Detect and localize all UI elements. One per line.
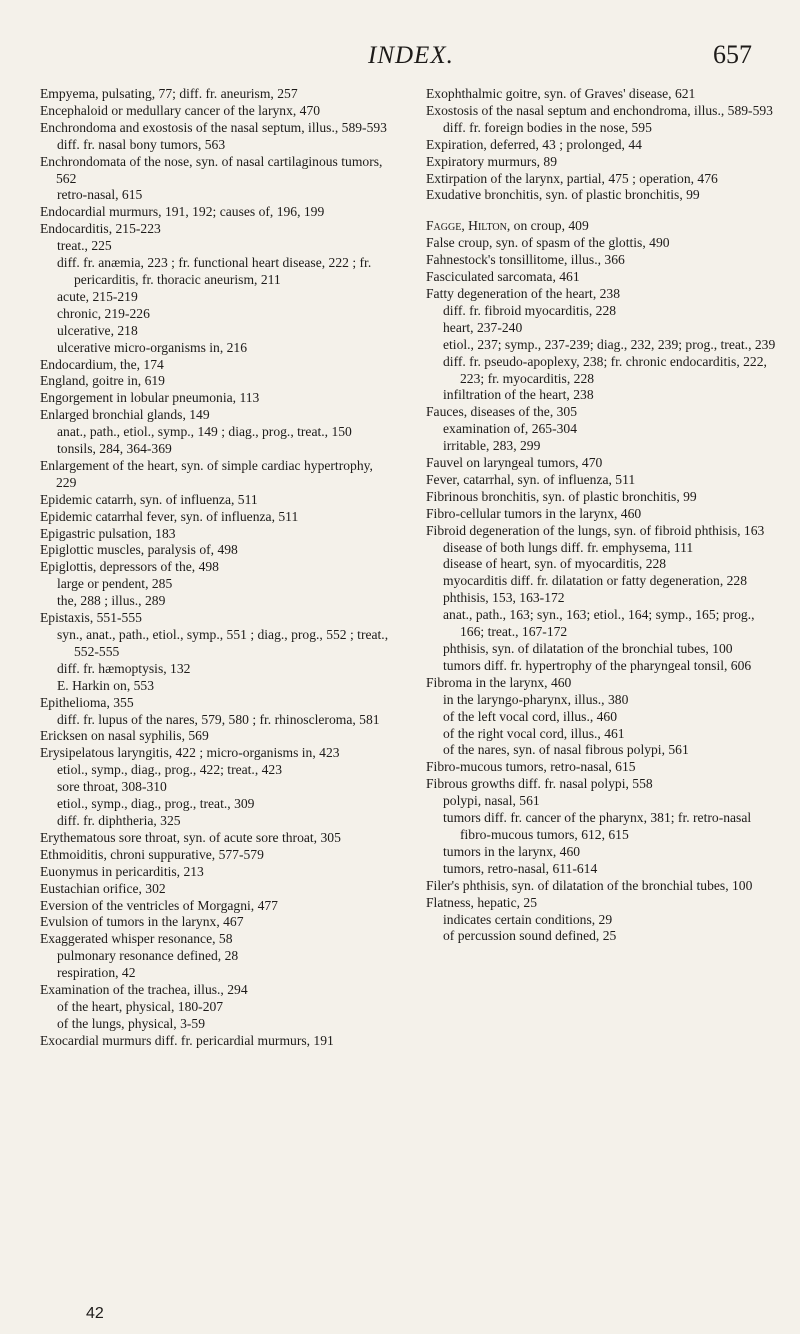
index-entry: Ethmoiditis, chroni suppurative, 577-579 [40,846,264,862]
index-subentry: ulcerative micro-organisms in, 216 [57,339,248,355]
index-entry: Fibroid degeneration of the lungs, syn. of fibroid phthisis, 163 [426,522,765,538]
index-entry: Filer's phthisis, syn. of dilatation of the bronchial tubes, 100 [426,877,753,893]
index-entry: Exophthalmic goitre, syn. of Graves' disease, 621 [426,86,696,101]
index-subentry: disease of heart, syn. of myocarditis, 228 [443,556,667,572]
index-subentry: ulcerative, 218 [57,322,138,338]
index-entry: Epithelioma, 355 [40,694,134,710]
index-subentry: polypi, nasal, 561 [443,793,540,809]
index-entry: Fauvel on laryngeal tumors, 470 [426,455,603,471]
index-subentry: treat., 225 [57,238,112,254]
index-subentry: phthisis, 153, 163-172 [443,590,565,606]
signature-mark: 42 [86,1305,104,1322]
index-subentry: diff. fr. anæmia, 223 ; fr. functional heart disease, 222 ; fr. pericarditis, fr. thoracic aneurism, 211 [57,255,372,287]
index-subentry: diff. fr. foreign bodies in the nose, 595 [443,119,652,135]
index-entry: Evulsion of tumors in the larynx, 467 [40,914,244,930]
index-entry: Expiration, deferred, 43 ; prolonged, 44 [426,136,642,152]
index-entry: Epidemic catarrhal fever, syn. of influenza, 511 [40,508,299,524]
index-entry: Fatty degeneration of the heart, 238 [426,285,621,301]
index-entry: Enlarged bronchial glands, 149 [40,407,210,423]
index-subentry: diff. fr. nasal bony tumors, 563 [57,136,226,152]
index-entry: Endocardial murmurs, 191, 192; causes of, 196, 199 [40,204,325,220]
index-entry: Flatness, hepatic, 25 [426,894,537,910]
index-entry: False croup, syn. of spasm of the glottis, 490 [426,235,670,251]
index-entry: Erysipelatous laryngitis, 422 ; micro-organisms in, 423 [40,745,340,761]
index-subentry: tumors diff. fr. cancer of the pharynx, 381; fr. retro-nasal fibro-mucous tumors, 612, 615 [443,810,752,842]
index-entry: Fahnestock's tonsillitome, illus., 366 [426,252,625,268]
index-entry: Extirpation of the larynx, partial, 475 ; operation, 476 [426,170,718,186]
page-number: 657 [713,40,752,69]
index-subentry: of the lungs, physical, 3-59 [57,1015,205,1031]
index-entry: Fibrous growths diff. fr. nasal polypi, 558 [426,776,653,792]
index-entry: Enchrondoma and exostosis of the nasal septum, illus., 589-593 [40,119,387,135]
index-entry: Epigastric pulsation, 183 [40,525,176,541]
index-entry: Erythematous sore throat, syn. of acute sore throat, 305 [40,829,341,845]
index-subentry: tumors in the larynx, 460 [443,843,581,859]
index-subentry: respiration, 42 [57,965,136,981]
index-subentry: etiol., 237; symp., 237-239; diag., 232, 239; prog., treat., 239 [443,336,776,352]
index-subentry: irritable, 283, 299 [443,438,541,454]
index-subentry: etiol., symp., diag., prog., 422; treat., 423 [57,762,283,778]
index-entry: Euonymus in pericarditis, 213 [40,863,204,879]
index-entry: Epistaxis, 551-555 [40,610,142,626]
index-entry: Endocardium, the, 174 [40,356,164,372]
index-subentry: retro-nasal, 615 [57,187,143,203]
index-subentry: etiol., symp., diag., prog., treat., 309 [57,796,255,812]
index-entry: Engorgement in lobular pneumonia, 113 [40,390,260,406]
index-subentry: diff. fr. diphtheria, 325 [57,812,181,828]
index-subentry: anat., path., etiol., symp., 149 ; diag., prog., treat., 150 [57,424,352,440]
index-entry: Fagge, Hilton, on croup, 409 [426,218,589,234]
index-subentry: disease of both lungs diff. fr. emphysema, 111 [443,539,694,555]
index-subentry: of percussion sound defined, 25 [443,928,617,944]
index-subentry: heart, 237-240 [443,319,523,335]
index-entry: Enchrondomata of the nose, syn. of nasal cartilaginous tumors, 562 [40,153,383,186]
index-entry: England, goitre in, 619 [40,373,165,389]
index-subentry: acute, 215-219 [57,288,138,304]
index-entry: Fibrinous bronchitis, syn. of plastic bronchitis, 99 [426,488,697,504]
index-entry: Exocardial murmurs diff. fr. pericardial murmurs, 191 [40,1032,334,1048]
index-subentry: diff. fr. fibroid myocarditis, 228 [443,302,617,318]
index-entry: Expiratory murmurs, 89 [426,153,558,169]
index-subentry: E. Harkin on, 553 [57,677,155,693]
index-entry: Fauces, diseases of the, 305 [426,404,578,420]
index-entry: Epidemic catarrh, syn. of influenza, 511 [40,491,258,507]
index-subentry: examination of, 265-304 [443,421,578,437]
index-entry: Examination of the trachea, illus., 294 [40,982,248,998]
index-subentry: infiltration of the heart, 238 [443,387,594,403]
index-subentry: of the left vocal cord, illus., 460 [443,708,618,724]
index-entry: Ericksen on nasal syphilis, 569 [40,728,209,744]
index-subentry: sore throat, 308-310 [57,779,167,795]
index-subentry: in the laryngo-pharynx, illus., 380 [443,691,629,707]
index-subentry: anat., path., 163; syn., 163; etiol., 164; symp., 165; prog., 166; treat., 167-172 [443,607,755,640]
index-entry: Epiglottis, depressors of the, 498 [40,559,219,575]
index-subentry: large or pendent, 285 [57,576,173,592]
index-entry: Exostosis of the nasal septum and enchondroma, illus., 589-593 [426,102,773,118]
index-entry: Eustachian orifice, 302 [40,880,166,896]
index-column-left [40,86,392,1050]
index-entry: Fibro-cellular tumors in the larynx, 460 [426,505,642,521]
index-subentry: of the nares, syn. of nasal fibrous polypi, 561 [443,742,689,758]
index-subentry: of the right vocal cord, illus., 461 [443,725,625,741]
index-subentry: diff. fr. lupus of the nares, 579, 580 ; fr. rhinoscleroma, 581 [57,711,380,727]
index-subentry: tumors diff. fr. hypertrophy of the pharyngeal tonsil, 606 [443,657,752,673]
index-subentry: chronic, 219-226 [57,305,150,321]
index-entry: Encephaloid or medullary cancer of the larynx, 470 [40,102,321,118]
index-subentry: syn., anat., path., etiol., symp., 551 ; diag., prog., 552 ; treat., 552-555 [57,627,389,659]
running-title: INDEX. [368,42,454,69]
index-subentry: tonsils, 284, 364-369 [57,441,172,457]
index-entry: Fever, catarrhal, syn. of influenza, 511 [426,471,636,487]
index-subentry: myocarditis diff. fr. dilatation or fatty degeneration, 228 [443,573,748,589]
index-subentry: tumors, retro-nasal, 611-614 [443,860,598,876]
index-subentry: the, 288 ; illus., 289 [57,593,166,609]
page-header [0,40,800,74]
index-entry: Exaggerated whisper resonance, 58 [40,931,233,947]
index-subentry: phthisis, syn. of dilatation of the bronchial tubes, 100 [443,641,733,656]
index-entry: Endocarditis, 215-223 [40,221,161,237]
index-entry: Enlargement of the heart, syn. of simple cardiac hypertrophy, 229 [40,457,373,490]
index-entry: Epiglottic muscles, paralysis of, 498 [40,542,238,558]
index-column-right [426,86,776,945]
index-entry: Fasciculated sarcomata, 461 [426,269,580,285]
index-subentry: indicates certain conditions, 29 [443,911,613,927]
index-subentry: of the heart, physical, 180-207 [57,998,224,1014]
index-entry: Fibro-mucous tumors, retro-nasal, 615 [426,759,636,775]
index-entry: Eversion of the ventricles of Morgagni, 477 [40,897,278,913]
index-entry: Empyema, pulsating, 77; diff. fr. aneurism, 257 [40,86,298,101]
index-subentry: diff. fr. hæmoptysis, 132 [57,660,191,676]
index-subentry: pulmonary resonance defined, 28 [57,948,239,964]
index-entry: Fibroma in the larynx, 460 [426,674,572,690]
index-subentry: diff. fr. pseudo-apoplexy, 238; fr. chronic endocarditis, 222, 223; fr. myocarditis, 228 [443,353,767,386]
index-entry: Exudative bronchitis, syn. of plastic bronchitis, 99 [426,187,700,203]
